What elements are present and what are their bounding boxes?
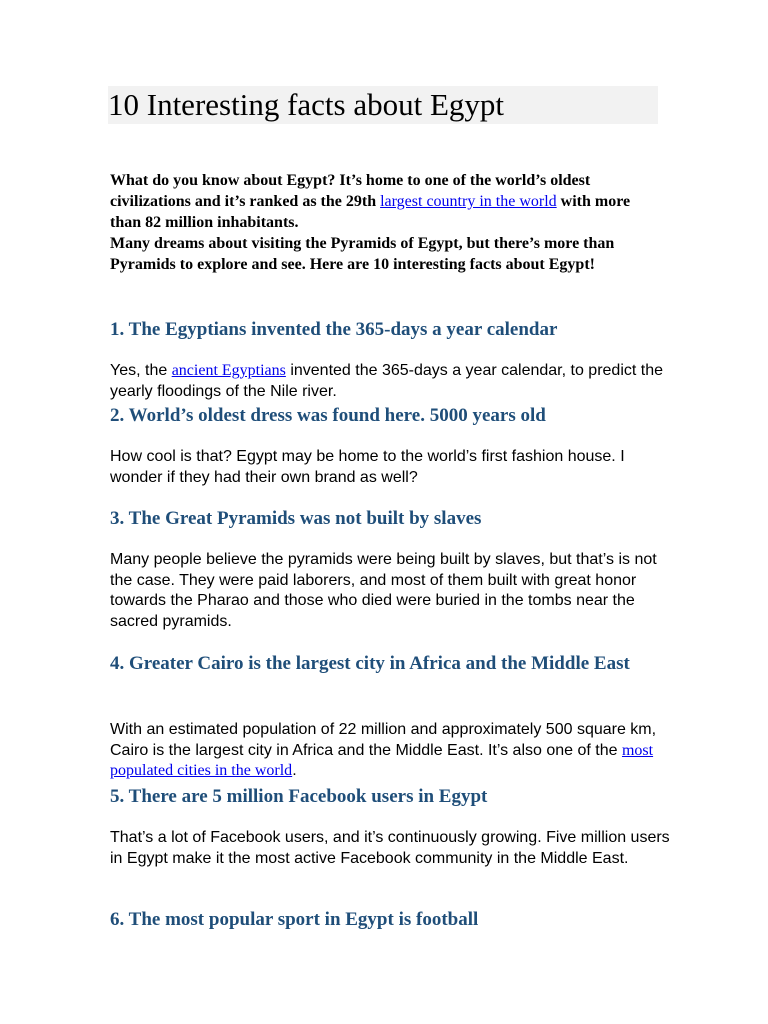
fact-2-heading: 2. World’s oldest dress was found here. 5000 years old — [110, 405, 546, 426]
intro-text-part1: What do you know about Egypt? It’s home to one of the world’s oldest civilizations and it’s ranked as the 29th — [110, 172, 591, 210]
most-populated-cities-link[interactable]: most populated cities in the world — [110, 741, 654, 779]
fact-1-text-part1: Yes, the — [110, 362, 172, 379]
fact-4-body — [110, 720, 670, 782]
fact-5-heading: 5. There are 5 million Facebook users in Egypt — [110, 786, 488, 807]
ancient-egyptians-link[interactable]: ancient Egyptians — [171, 362, 286, 379]
fact-4-text-part2: . — [292, 762, 297, 779]
fact-4-text-part1: With an estimated population of 22 million and approximately 500 square km, Cairo is the largest city in Africa and the Middle East. It’s also one of the — [110, 721, 657, 759]
fact-3-body: Many people believe the pyramids were being built by slaves, but that’s is not the case. They were paid laborers, and most of them built with great honor towards the Pharao and those who died were buried in the tombs near the sacred pyramids. — [110, 551, 657, 630]
intro-section — [110, 170, 655, 275]
fact-1-heading: 1. The Egyptians invented the 365-days a year calendar — [110, 319, 558, 340]
fact-1-text-part2: invented the 365-days a year calendar, to predict the yearly floodings of the Nile river. — [110, 362, 664, 400]
fact-5-body: That’s a lot of Facebook users, and it’s continuously growing. Five million users in Egypt make it the most active Facebook community in the Middle East. — [110, 829, 670, 867]
fact-2-body: How cool is that? Egypt may be home to the world’s first fashion house. I wonder if they had their own brand as well? — [110, 448, 625, 486]
largest-country-link[interactable]: largest country in the world — [380, 193, 557, 210]
fact-1-body — [110, 361, 670, 402]
fact-6-heading: 6. The most popular sport in Egypt is football — [110, 909, 479, 930]
intro-text-part2: with more than 82 million inhabitants. — [110, 193, 631, 231]
intro-text-paragraph2: Many dreams about visiting the Pyramids of Egypt, but there’s more than Pyramids to explore and see. Here are 10 interesting facts about Egypt! — [110, 235, 615, 273]
fact-4-heading: 4. Greater Cairo is the largest city in Africa and the Middle East — [110, 653, 630, 674]
fact-3-heading: 3. The Great Pyramids was not built by slaves — [110, 508, 482, 529]
page-title: 10 Interesting facts about Egypt — [108, 86, 658, 124]
